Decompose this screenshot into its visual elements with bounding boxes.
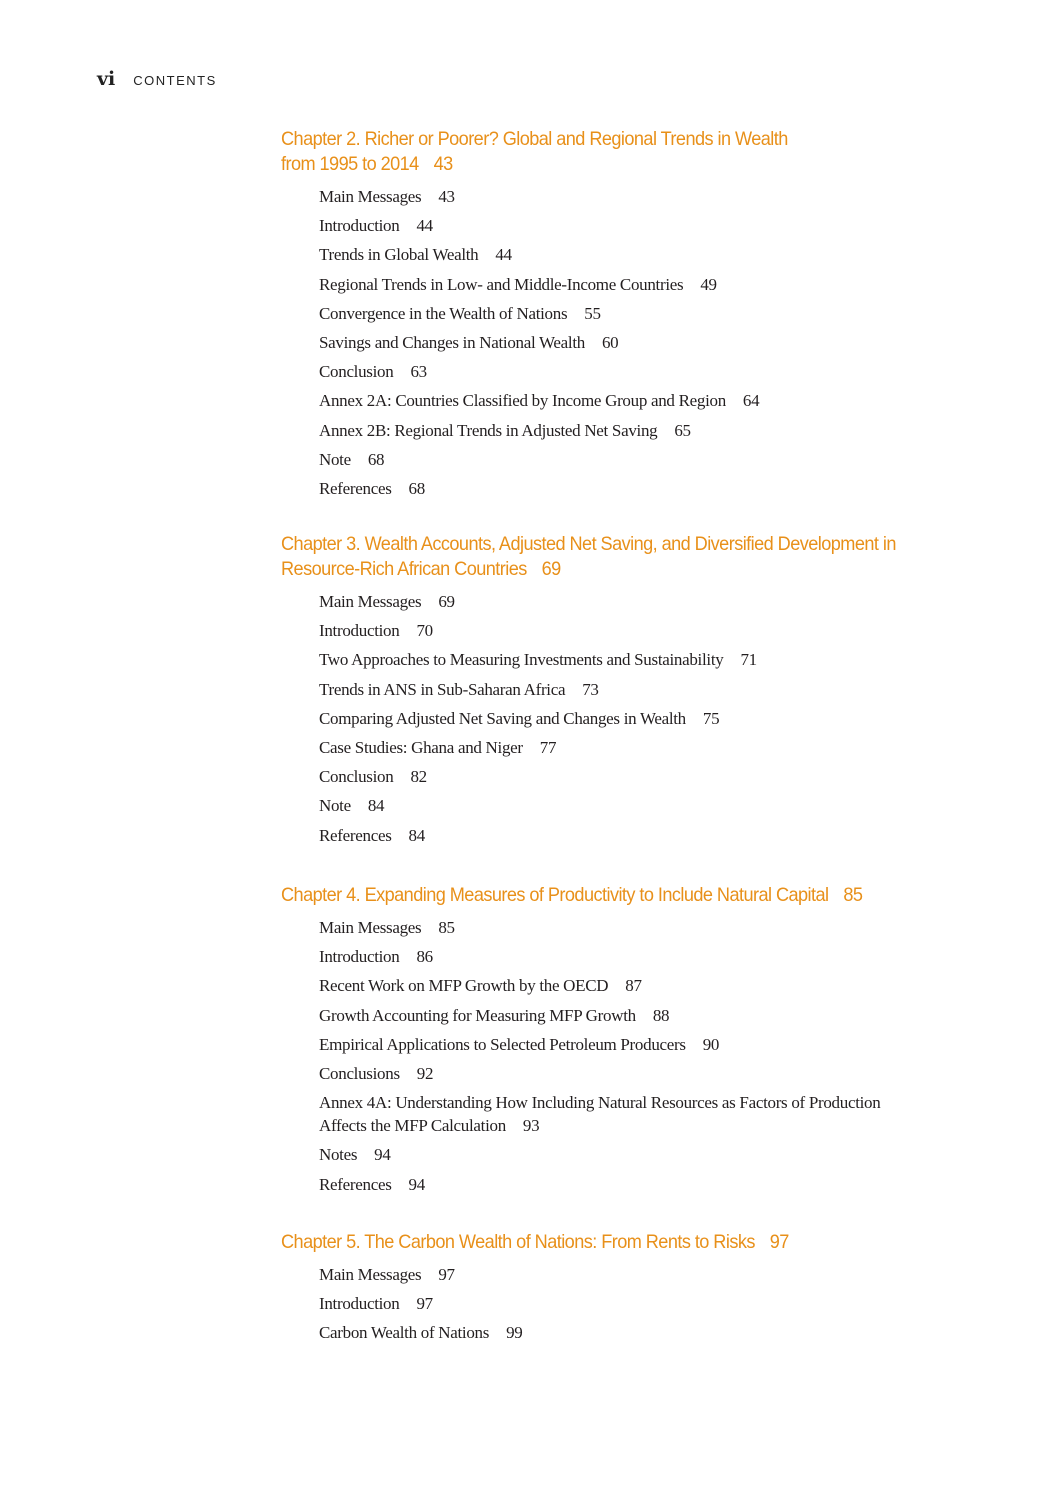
entry-page-number: 68	[367, 449, 385, 469]
entry-title: Savings and Changes in National Wealth	[319, 332, 585, 352]
toc-entry[interactable]	[319, 1033, 951, 1056]
entry-page-number: 88	[652, 1005, 670, 1025]
toc-entry[interactable]	[319, 1263, 951, 1286]
entry-title: Regional Trends in Low- and Middle-Income Countries	[319, 274, 684, 294]
entry-page-number: 68	[408, 478, 425, 498]
entry-page-number: 65	[674, 420, 691, 440]
entry-title: Conclusion	[319, 767, 394, 787]
running-head	[97, 68, 217, 92]
entry-title: Note	[319, 796, 351, 816]
chapter-title[interactable]	[281, 532, 904, 582]
entry-page-number: 94	[374, 1145, 391, 1165]
chapter-page-number: 43	[433, 153, 453, 175]
entry-title: References	[319, 825, 392, 845]
entry-page-number: 97	[416, 1294, 433, 1314]
entry-title: Recent Work on MFP Growth by the OECD	[319, 976, 609, 996]
toc-entry[interactable]	[319, 477, 951, 500]
entry-title: Main Messages	[319, 1265, 422, 1284]
chapter-page-number: 85	[843, 884, 863, 906]
toc-entry[interactable]	[319, 448, 951, 471]
entry-title: Conclusions	[319, 1063, 400, 1083]
toc-entry[interactable]	[319, 243, 951, 266]
chapter-title[interactable]	[281, 883, 904, 908]
entry-page-number: 93	[522, 1116, 540, 1136]
entry-page-number: 49	[700, 274, 717, 294]
chapter-title-line2: Resource-Rich African Countries	[281, 558, 527, 580]
toc-entry[interactable]	[319, 736, 951, 759]
entry-page-number: 84	[408, 825, 425, 845]
entry-title: Introduction	[319, 1294, 400, 1314]
toc-entry[interactable]	[319, 794, 951, 817]
entry-page-number: 90	[702, 1034, 720, 1054]
toc-entry[interactable]	[319, 824, 951, 847]
entry-title: Main Messages	[319, 187, 422, 206]
toc-entry[interactable]	[319, 648, 951, 671]
entry-title: Growth Accounting for Measuring MFP Growth	[319, 1005, 636, 1025]
toc-entry[interactable]	[319, 1292, 951, 1315]
toc-entry[interactable]	[319, 974, 951, 997]
toc-entry[interactable]	[319, 916, 951, 939]
entry-page-number: 44	[416, 216, 433, 236]
entry-title: Conclusion	[319, 362, 394, 382]
entry-page-number: 82	[410, 767, 427, 787]
entry-page-number: 84	[367, 796, 385, 816]
chapter-2	[281, 127, 951, 506]
toc-entry[interactable]	[319, 1004, 951, 1027]
toc-entry[interactable]	[319, 419, 951, 442]
entry-page-number: 70	[416, 621, 433, 641]
entry-title: Annex 2B: Regional Trends in Adjusted Net Saving	[319, 420, 658, 440]
toc-entry[interactable]	[319, 590, 951, 613]
toc-entry[interactable]	[319, 945, 951, 968]
entry-title: References	[319, 478, 392, 498]
entry-list	[281, 185, 951, 500]
chapter-5	[281, 1230, 951, 1351]
entry-title: Annex 4A: Understanding How Including Natural Resources as Factors of Production	[319, 1093, 881, 1113]
entry-title: Introduction	[319, 947, 400, 967]
chapter-title[interactable]	[281, 1230, 904, 1255]
chapter-title-line1: Chapter 2. Richer or Poorer? Global and Regional Trends in Wealth	[281, 128, 788, 150]
entry-title: Main Messages	[319, 918, 422, 937]
entry-title: Empirical Applications to Selected Petroleum Producers	[319, 1034, 686, 1054]
toc-entry[interactable]	[319, 302, 951, 325]
chapter-title-line1: Chapter 4. Expanding Measures of Productivity to Include Natural Capital	[281, 884, 829, 906]
toc-entry[interactable]	[319, 389, 951, 412]
toc-entry[interactable]	[319, 1173, 951, 1196]
chapter-page-number: 69	[541, 558, 561, 580]
entry-title: Two Approaches to Measuring Investments and Sustainability	[319, 650, 724, 670]
chapter-title-line1: Chapter 3. Wealth Accounts, Adjusted Net Saving, and Diversified Development in	[281, 533, 896, 555]
entry-page-number: 73	[582, 679, 599, 699]
chapter-title-line1: Chapter 5. The Carbon Wealth of Nations: From Rents to Risks	[281, 1231, 755, 1253]
entry-title: Case Studies: Ghana and Niger	[319, 737, 523, 757]
running-head-label: CONTENTS	[133, 73, 217, 88]
toc-entry[interactable]	[319, 214, 951, 237]
entry-list	[281, 916, 951, 1196]
entry-title: Note	[319, 449, 351, 469]
entry-list	[281, 1263, 951, 1344]
entry-title: Trends in ANS in Sub-Saharan Africa	[319, 679, 566, 699]
entry-page-number: 75	[702, 708, 720, 728]
entry-title: Notes	[319, 1145, 358, 1165]
toc-entry[interactable]	[319, 185, 951, 208]
entry-page-number: 99	[506, 1323, 523, 1343]
chapter-3	[281, 532, 951, 853]
entry-list	[281, 590, 951, 847]
entry-title: Main Messages	[319, 592, 422, 611]
chapter-4	[281, 883, 951, 1202]
toc-entry[interactable]	[319, 678, 951, 701]
entry-title: Annex 2A: Countries Classified by Income Group and Region	[319, 391, 726, 411]
toc-entry[interactable]	[319, 331, 951, 354]
entry-title: Trends in Global Wealth	[319, 245, 479, 265]
entry-page-number: 97	[438, 1265, 455, 1284]
chapter-title-line2: from 1995 to 2014	[281, 153, 419, 175]
toc-entry[interactable]	[319, 1321, 951, 1344]
entry-page-number: 64	[742, 391, 760, 411]
chapter-page-number: 97	[769, 1231, 789, 1253]
entry-page-number: 60	[601, 332, 619, 352]
entry-page-number: 43	[438, 187, 455, 206]
entry-page-number: 92	[416, 1063, 434, 1083]
entry-page-number: 63	[410, 362, 427, 382]
entry-title: Introduction	[319, 216, 400, 236]
entry-title: Introduction	[319, 621, 400, 641]
entry-page-number: 94	[408, 1174, 425, 1194]
entry-title: Convergence in the Wealth of Nations	[319, 303, 568, 323]
entry-page-number: 55	[584, 303, 601, 323]
entry-title: References	[319, 1174, 392, 1194]
toc-entry[interactable]	[319, 619, 951, 642]
toc-entry[interactable]	[319, 1062, 951, 1085]
toc-entry[interactable]	[319, 765, 951, 788]
toc-entry[interactable]	[319, 707, 951, 730]
entry-page-number: 85	[438, 918, 455, 937]
entry-title-line2: Affects the MFP Calculation	[319, 1116, 506, 1136]
entry-page-number: 77	[539, 737, 557, 757]
chapter-title[interactable]	[281, 127, 904, 177]
toc-entry[interactable]	[319, 273, 951, 296]
toc-entry[interactable]	[319, 360, 951, 383]
entry-page-number: 86	[416, 947, 433, 967]
entry-page-number: 71	[740, 650, 757, 670]
entry-page-number: 44	[495, 245, 512, 265]
entry-page-number: 69	[438, 592, 455, 611]
toc-entry[interactable]	[319, 1091, 951, 1137]
entry-page-number: 87	[625, 976, 642, 996]
toc-entry[interactable]	[319, 1143, 951, 1166]
page-number: vi	[97, 68, 116, 90]
entry-title: Carbon Wealth of Nations	[319, 1323, 490, 1343]
entry-title: Comparing Adjusted Net Saving and Changes in Wealth	[319, 708, 686, 728]
